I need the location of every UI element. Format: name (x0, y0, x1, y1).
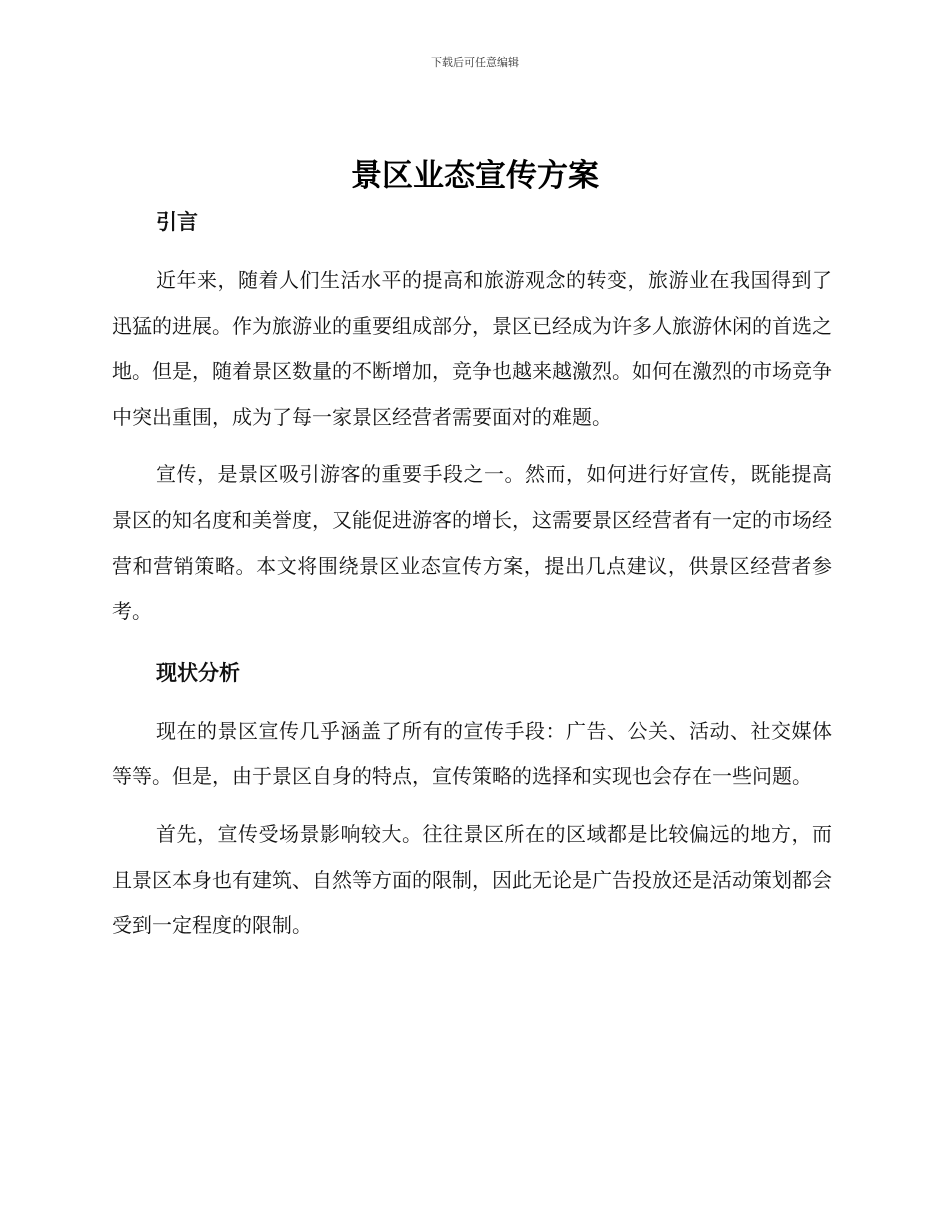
section-heading: 现状分析 (156, 660, 240, 685)
document-title: 景区业态宣传方案 (351, 158, 599, 194)
section-status-analysis (112, 655, 832, 949)
document-body (112, 204, 832, 949)
paragraph: 近年来，随着人们生活水平的提高和旅游观念的转变，旅游业在我国得到了迅猛的进展。作为旅游业的重要组成部分，景区已经成为许多人旅游休闲的首选之地。但是，随着景区数量的不断增加，竞争也越来越激烈。如何在激烈的市场竞争中突出重围，成为了每一家景区经营者需要面对的难题。 (112, 268, 832, 429)
paragraph: 首先，宣传受场景影响较大。往往景区所在的区域都是比较偏远的地方，而且景区本身也有建筑、自然等方面的限制，因此无论是广告投放还是活动策划都会受到一定程度的限制。 (112, 821, 832, 938)
header-note: 下载后可任意编辑 (431, 56, 519, 69)
paragraph: 宣传，是景区吸引游客的重要手段之一。然而，如何进行好宣传，既能提高景区的知名度和美誉度，又能促进游客的增长，这需要景区经营者有一定的市场经营和营销策略。本文将围绕景区业态宣传方案，提出几点建议，供景区经营者参考。 (112, 462, 832, 624)
section-heading: 引言 (156, 210, 198, 234)
paragraph: 现在的景区宣传几乎涵盖了所有的宣传手段：广告、公关、活动、社交媒体等等。但是，由于景区自身的特点，宣传策略的选择和实现也会存在一些问题。 (112, 718, 832, 789)
section-introduction (112, 204, 832, 635)
